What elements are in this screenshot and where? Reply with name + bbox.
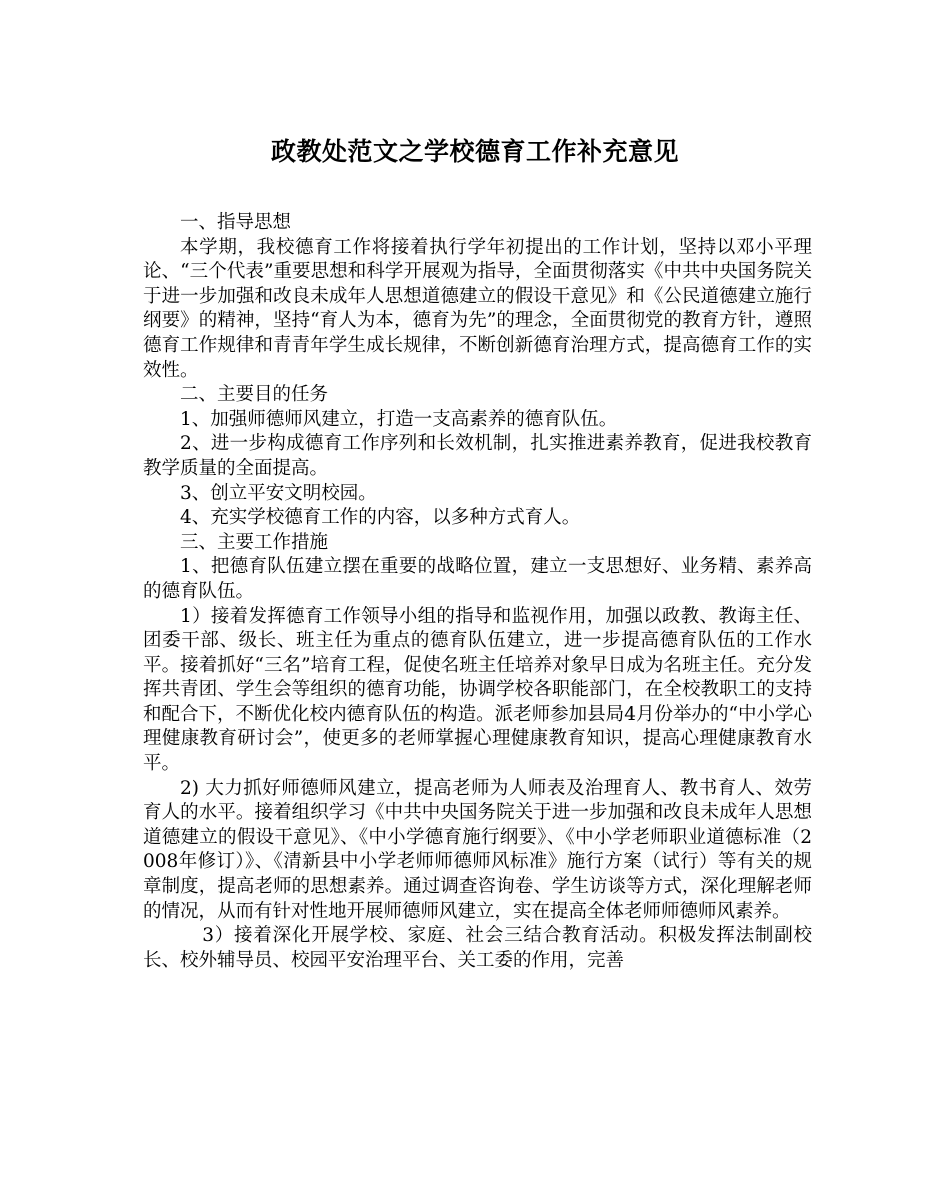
document-title: 政教处范文之学校德育工作补充意见 [270,137,679,166]
measure-item-1: 1、把德育队伍建立摆在重要的战略位置，建立一支思想好、业务精、素养高的德育队伍。 [143,556,812,602]
measure-subitem-3: 3）接着深化开展学校、家庭、社会三结合教育活动。积极发挥法制副校长、校外辅导员、校园平安治理平台、关工委的作用，完善 [143,925,812,971]
section-heading-main-tasks: 二、主要目的任务 [180,384,329,406]
task-item-2: 2、进一步构成德育工作序列和长效机制，扎实推进素养教育，促进我校教育教学质量的全面提高。 [143,433,812,479]
document-body [143,211,812,973]
task-item-1: 1、加强师德师风建立，打造一支高素养的德育队伍。 [180,408,618,430]
section-heading-guiding-thought: 一、指导思想 [180,212,292,233]
paragraph-guiding-thought: 本学期，我校德育工作将接着执行学年初提出的工作计划，坚持以邓小平理论、“三个代表”重要思想和科学开展观为指导，全面贯彻落实《中共中央国务院关于进一步加强和改良未成年人思想道德建立的假设干意见》和《公民道德建立施行纲要》的精神，坚持“育人为本，德育为先”的理念，全面贯彻党的教育方针，遵照德育工作规律和青青年学生成长规律，不断创新德育治理方式，提高德育工作的实效性。 [143,236,812,381]
task-item-3: 3、创立平安文明校园。 [180,482,377,504]
task-item-4: 4、充实学校德育工作的内容，以多种方式育人。 [180,507,581,529]
measure-subitem-2: 2) 大力抓好师德师风建立，提高老师为人师表及治理育人、教书育人、效劳育人的水平。接着组织学习《中共中央国务院关于进一步加强和改良未成年人思想道德建立的假设干意见》、《中小学德育施行纲要》、《中小学老师职业道德标准（2008年修订）》、《清新县中小学老师师德师风标准》施行方案（试行）等有关的规章制度，提高老师的思想素养。通过调查咨询卷、学生访谈等方式，深化理解老师的情况，从而有针对性地开展师德师风建立，实在提高全体老师师德师风素养。 [143,777,812,922]
section-heading-main-measures: 三、主要工作措施 [180,531,329,553]
measure-subitem-1: 1）接着发挥德育工作领导小组的指导和监视作用，加强以政教、教诲主任、团委干部、级长、班主任为重点的德育队伍建立，进一步提高德育队伍的工作水平。接着抓好“三名”培育工程，促使名班主任培养对象早日成为名班主任。充分发挥共青团、学生会等组织的德育功能，协调学校各职能部门，在全校教职工的支持和配合下，不断优化校内德育队伍的构造。派老师参加县局4月份举办的“中小学心理健康教育研讨会”，使更多的老师掌握心理健康教育知识，提高心理健康教育水平。 [143,605,812,775]
